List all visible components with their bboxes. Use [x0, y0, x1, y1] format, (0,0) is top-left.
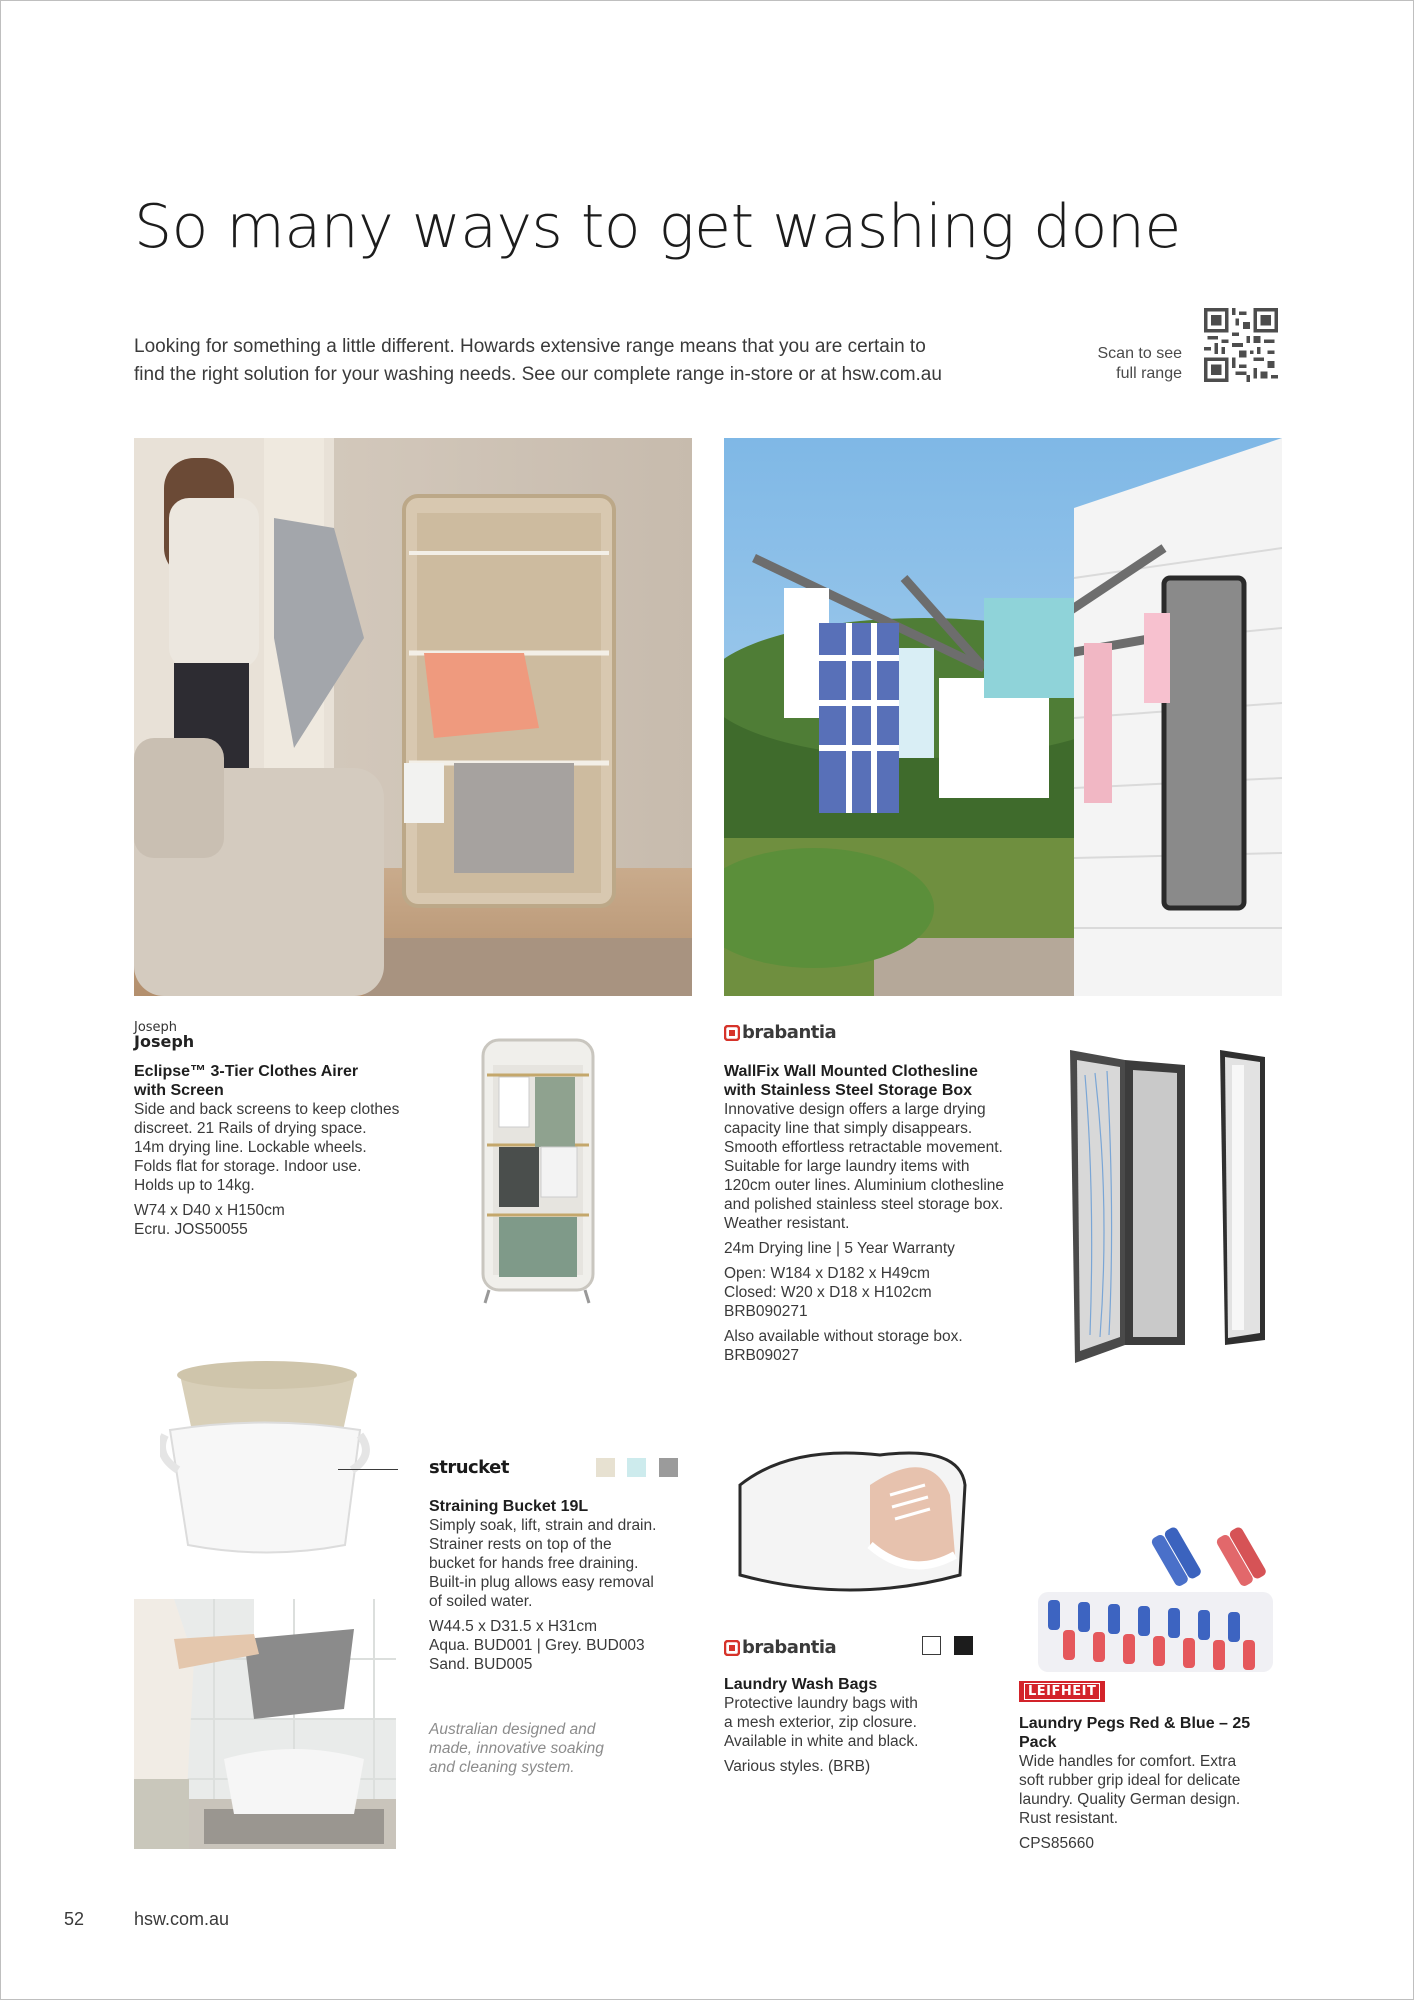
- scan-caption: [1080, 344, 1182, 384]
- pegs-title: Laundry Pegs Red & Blue – 25 Pack: [1019, 1715, 1251, 1751]
- joseph-joseph-logo: [134, 1021, 194, 1049]
- bucket-product-image: [160, 1355, 375, 1560]
- bucket-dimensions: W44.5 x D31.5 x H31cm: [429, 1618, 597, 1635]
- leifheit-logo: [1019, 1681, 1105, 1702]
- washbag-styles: Various styles. (BRB): [724, 1758, 871, 1775]
- bucket-swatch-grey[interactable]: [659, 1458, 678, 1477]
- brabantia-wordmark: brabantia: [742, 1022, 837, 1043]
- clothesline-product-info: [724, 1062, 1044, 1365]
- bucket-codes-1: Aqua. BUD001 | Grey. BUD003: [429, 1637, 645, 1654]
- bucket-leader-line: [338, 1469, 398, 1470]
- washbag-desc-1: Protective laundry bags with: [724, 1695, 918, 1712]
- clothesline-desc-5: 120cm outer lines. Aluminium clothesline: [724, 1177, 1004, 1194]
- bucket-swatch-sand[interactable]: [596, 1458, 615, 1477]
- bucket-title: Straining Bucket 19L: [429, 1498, 589, 1515]
- scan-line-1: Scan to see: [1097, 345, 1182, 362]
- clothesline-title-line-2: with Stainless Steel Storage Box: [724, 1082, 973, 1099]
- page-title: So many ways to get washing done: [134, 192, 1181, 262]
- intro-line-2: find the right solution for your washing needs. See our complete range in-store or at hsw.com.au: [134, 364, 942, 385]
- pegs-product-image: [1028, 1520, 1278, 1680]
- airer-title: [134, 1062, 454, 1100]
- pegs-desc-1: Wide handles for comfort. Extra: [1019, 1753, 1237, 1770]
- bucket-desc-3: bucket for hands free draining.: [429, 1555, 639, 1572]
- intro-line-1: Looking for something a little different. Howards extensive range means that you are certain to: [134, 336, 926, 357]
- airer-desc-3: 14m drying line. Lockable wheels.: [134, 1139, 367, 1156]
- clothesline-alt-line: Also available without storage box.: [724, 1328, 963, 1345]
- strucket-logo: strucket: [429, 1457, 509, 1478]
- airer-product-info: [134, 1062, 454, 1239]
- washbag-swatch-black[interactable]: [954, 1636, 973, 1655]
- brand-line-1: Joseph: [134, 1020, 178, 1035]
- brand-line-2: Joseph: [134, 1032, 195, 1051]
- airer-title-line-2: with Screen: [134, 1082, 224, 1099]
- airer-dimensions: W74 x D40 x H150cm: [134, 1202, 285, 1219]
- washbag-desc-2: a mesh exterior, zip closure.: [724, 1714, 917, 1731]
- brabantia-mark-icon: [724, 1025, 740, 1041]
- clothesline-desc-7: Weather resistant.: [724, 1215, 850, 1232]
- clothesline-desc-1: Innovative design offers a large drying: [724, 1101, 986, 1118]
- bucket-lifestyle-photo: [134, 1599, 396, 1849]
- clothesline-feature: 24m Drying line | 5 Year Warranty: [724, 1240, 955, 1257]
- scan-line-2: full range: [1116, 365, 1182, 382]
- airer-desc-1: Side and back screens to keep clothes: [134, 1101, 400, 1118]
- airer-desc-2: discreet. 21 Rails of drying space.: [134, 1120, 367, 1137]
- page-number: 52: [64, 1909, 85, 1929]
- washbag-swatch-white[interactable]: [922, 1636, 941, 1655]
- bucket-note-3: and cleaning system.: [429, 1759, 575, 1776]
- brabantia-logo-washbags: [724, 1637, 836, 1658]
- bucket-desc-4: Built-in plug allows easy removal: [429, 1574, 654, 1591]
- washbag-title: Laundry Wash Bags: [724, 1676, 878, 1693]
- clothesline-alt-code: BRB09027: [724, 1347, 799, 1364]
- airer-code: Ecru. JOS50055: [134, 1221, 248, 1238]
- washbag-product-info: [724, 1675, 984, 1776]
- bucket-desc-2: Strainer rests on top of the: [429, 1536, 612, 1553]
- bucket-desc-1: Simply soak, lift, strain and drain.: [429, 1517, 657, 1534]
- washbag-desc-3: Available in white and black.: [724, 1733, 919, 1750]
- leifheit-wordmark: LEIFHEIT: [1025, 1684, 1099, 1699]
- clothesline-outdoor-photo: [724, 438, 1282, 996]
- bucket-note-2: made, innovative soaking: [429, 1740, 604, 1757]
- clothesline-desc-3: Smooth effortless retractable movement.: [724, 1139, 1003, 1156]
- clothesline-desc-6: and polished stainless steel storage box.: [724, 1196, 1004, 1213]
- clothesline-code: BRB090271: [724, 1303, 808, 1320]
- airer-product-image: [475, 1035, 600, 1305]
- pegs-desc-3: laundry. Quality German design.: [1019, 1791, 1241, 1808]
- pegs-desc-2: soft rubber grip ideal for delicate: [1019, 1772, 1241, 1789]
- pegs-code: CPS85660: [1019, 1835, 1094, 1852]
- clothesline-open-dims: Open: W184 x D182 x H49cm: [724, 1265, 930, 1282]
- brabantia-logo-wallfix: [724, 1022, 836, 1043]
- clothesline-closed-dims: Closed: W20 x D18 x H102cm: [724, 1284, 932, 1301]
- intro-text: [134, 333, 994, 389]
- clothesline-desc-4: Suitable for large laundry items with: [724, 1158, 970, 1175]
- clothesline-title-line-1: WallFix Wall Mounted Clothesline: [724, 1063, 978, 1080]
- brabantia-mark-icon: [724, 1640, 740, 1656]
- washbag-product-image: [730, 1425, 970, 1605]
- brabantia-wordmark: brabantia: [742, 1637, 837, 1658]
- pegs-product-info: [1019, 1714, 1289, 1853]
- pegs-desc-4: Rust resistant.: [1019, 1810, 1119, 1827]
- clothesline-product-image: [1065, 1045, 1280, 1370]
- bucket-swatch-aqua[interactable]: [627, 1458, 646, 1477]
- bucket-note-1: Australian designed and: [429, 1721, 596, 1738]
- clothesline-title: [724, 1062, 1044, 1100]
- airer-desc-5: Holds up to 14kg.: [134, 1177, 255, 1194]
- qr-code[interactable]: [1204, 308, 1278, 382]
- clothesline-desc-2: capacity line that simply disappears.: [724, 1120, 973, 1137]
- airer-desc-4: Folds flat for storage. Indoor use.: [134, 1158, 362, 1175]
- footer-url[interactable]: hsw.com.au: [134, 1909, 230, 1929]
- bucket-codes-2: Sand. BUD005: [429, 1656, 533, 1673]
- airer-lifestyle-photo: [134, 438, 692, 996]
- bucket-note: [429, 1720, 669, 1777]
- bucket-desc-5: of soiled water.: [429, 1593, 533, 1610]
- airer-title-line-1: Eclipse™ 3-Tier Clothes Airer: [134, 1063, 359, 1080]
- bucket-product-info: [429, 1497, 689, 1674]
